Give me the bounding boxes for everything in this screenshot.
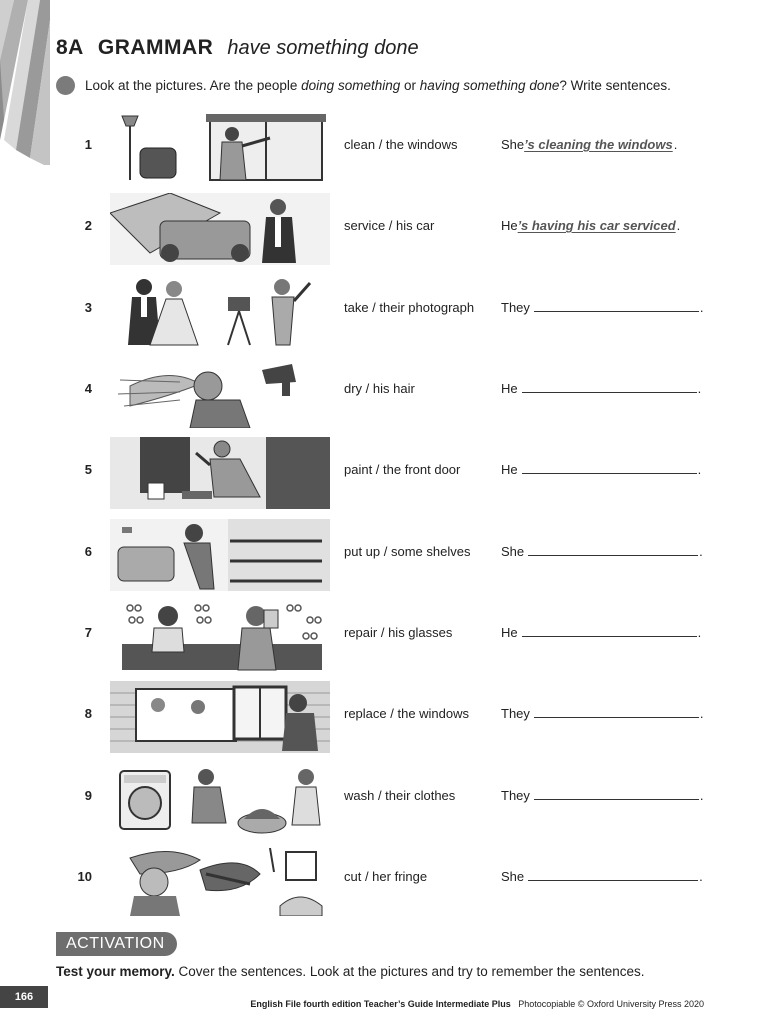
item-answer: He .	[501, 381, 702, 396]
example-answer: ’s cleaning the windows	[524, 137, 673, 152]
illustration-window-replacement	[110, 681, 330, 753]
answer-blank-line[interactable]	[522, 381, 697, 393]
illustration-painting-door	[110, 437, 330, 509]
item-answer: She .	[501, 869, 703, 884]
exercise-row	[0, 104, 768, 186]
item-answer: They .	[501, 788, 704, 803]
item-prompt: paint / the front door	[344, 462, 461, 477]
activation-text: Test your memory. Cover the sentences. Look at the pictures and try to remember the sentences.	[56, 964, 645, 979]
item-number: 8	[84, 706, 92, 721]
item-answer: They .	[501, 300, 704, 315]
bullet-dot-icon	[56, 76, 75, 95]
item-prompt: put up / some shelves	[344, 544, 471, 559]
item-answer: They .	[501, 706, 704, 721]
exercise-row	[0, 836, 768, 918]
illustration-hair-drying	[110, 356, 330, 428]
item-prompt: dry / his hair	[344, 381, 415, 396]
answer-blank-line[interactable]	[528, 544, 698, 556]
illustration-glasses-repair	[110, 600, 330, 672]
item-number: 10	[77, 869, 92, 884]
exercise-row	[0, 755, 768, 837]
illustration-car-service	[110, 193, 330, 265]
page-number: 166	[0, 986, 48, 1008]
item-prompt: repair / his glasses	[344, 625, 453, 640]
illustration-washing-clothes	[110, 763, 330, 835]
item-prompt: replace / the windows	[344, 706, 470, 721]
example-answer: ’s having his car serviced	[517, 218, 676, 233]
illustration-fringe-cutting	[110, 844, 330, 916]
answer-blank-line[interactable]	[534, 788, 699, 800]
instruction-text: Look at the pictures. Are the people doing something or having something done? Write sentences.	[85, 78, 671, 93]
item-number: 6	[84, 544, 92, 559]
item-answer: He .	[501, 625, 702, 640]
item-answer: She .	[501, 544, 703, 559]
item-answer: He .	[501, 462, 702, 477]
item-number: 2	[84, 218, 92, 233]
page-heading	[56, 36, 419, 60]
item-number: 7	[84, 625, 92, 640]
answer-blank-line[interactable]	[534, 706, 699, 718]
footer-copyright: Photocopiable © Oxford University Press 2020	[518, 999, 704, 1009]
item-answer: He ’s having his car serviced .	[501, 218, 681, 233]
section-label: GRAMMAR	[97, 36, 214, 59]
item-number: 3	[84, 300, 92, 315]
footer	[250, 999, 704, 1009]
answer-blank-line[interactable]	[534, 300, 699, 312]
answer-blank-line[interactable]	[528, 869, 698, 881]
item-number: 1	[84, 137, 92, 152]
item-prompt: clean / the windows	[344, 137, 458, 152]
item-prompt: service / his car	[344, 218, 435, 233]
footer-book-title: English File fourth edition Teacher’s Guide Intermediate Plus	[250, 999, 511, 1009]
exercise-row	[0, 429, 768, 511]
exercise-row	[0, 348, 768, 430]
page-title: have something done	[227, 37, 419, 59]
exercise-row	[0, 592, 768, 674]
exercise-row	[0, 673, 768, 755]
exercise-row	[0, 185, 768, 267]
illustration-putting-up-shelves	[110, 519, 330, 591]
unit-number: 8A	[56, 36, 84, 59]
instruction	[56, 76, 671, 95]
item-number: 5	[84, 462, 92, 477]
exercise-row	[0, 267, 768, 349]
item-prompt: cut / her fringe	[344, 869, 428, 884]
item-number: 9	[84, 788, 92, 803]
answer-blank-line[interactable]	[522, 625, 697, 637]
item-prompt: wash / their clothes	[344, 788, 456, 803]
answer-blank-line[interactable]	[522, 462, 697, 474]
illustration-wedding-photo	[110, 275, 330, 347]
item-answer: She ’s cleaning the windows .	[501, 137, 678, 152]
illustration-window-cleaning	[110, 112, 330, 184]
item-prompt: take / their photograph	[344, 300, 475, 315]
exercise-row	[0, 511, 768, 593]
activation-badge: ACTIVATION	[56, 932, 177, 956]
item-number: 4	[84, 381, 92, 396]
